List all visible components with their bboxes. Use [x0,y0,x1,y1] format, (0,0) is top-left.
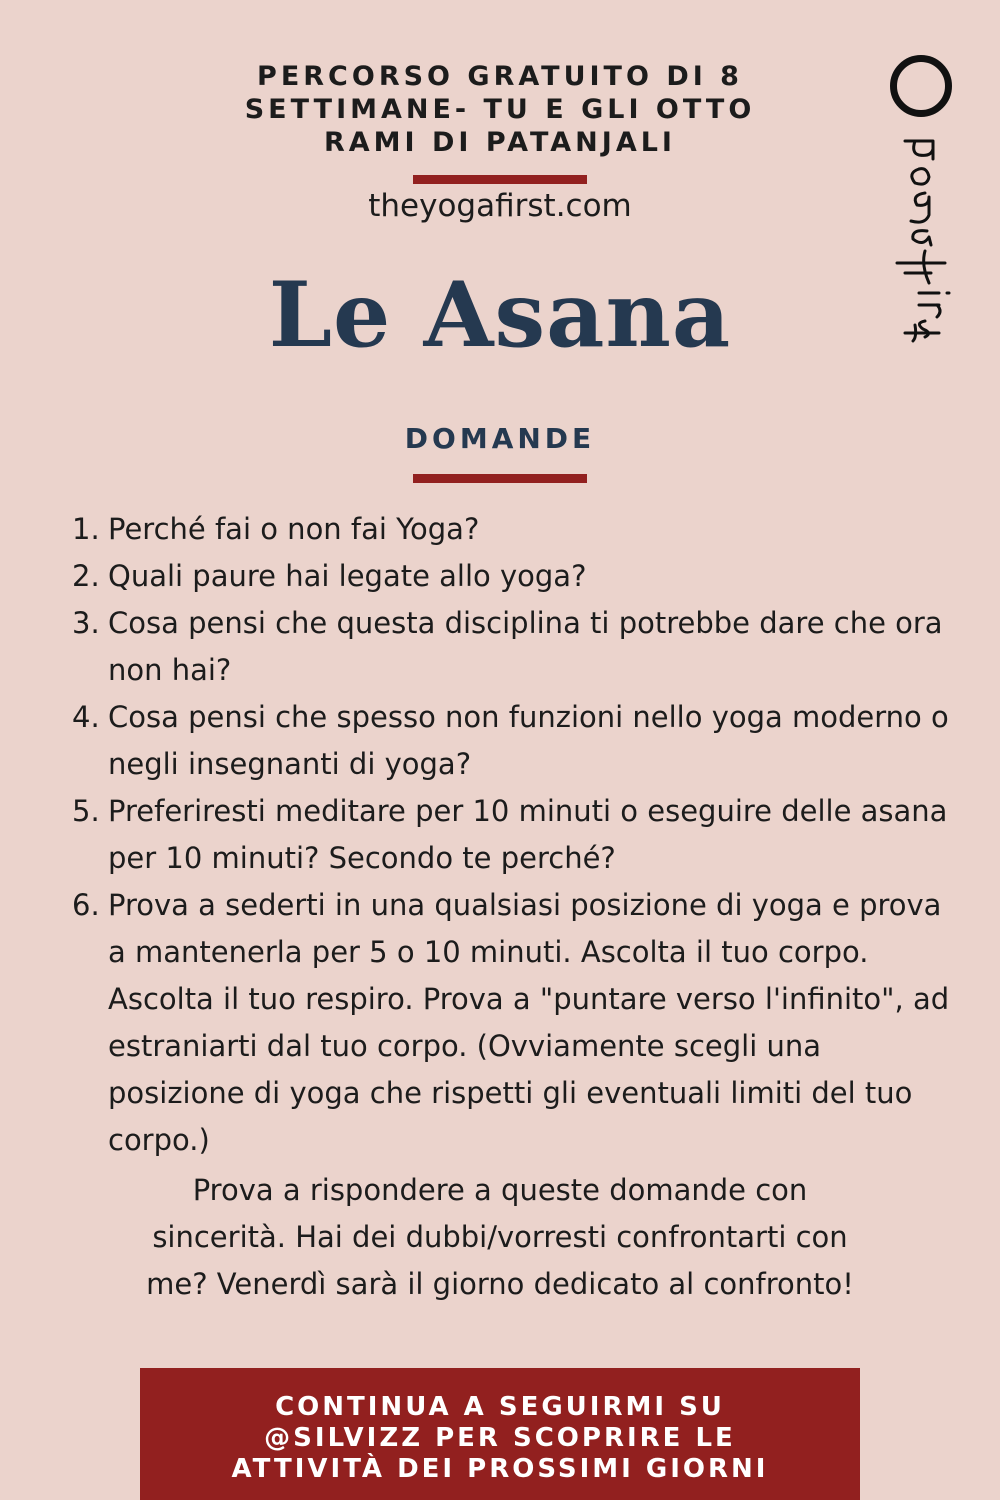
logo-wordmark [885,133,955,343]
list-number: 3. [72,606,100,640]
list-item [72,600,962,694]
list-number: 6. [72,888,100,922]
footer-line-3: ATTIVITÀ DEI PROSSIMI GIORNI [231,1453,769,1484]
header-title [200,60,800,159]
list-item [72,694,962,788]
question-text: Prova a sederti in una qualsiasi posizione di yoga e prova a mantenerla per 5 o 10 minuti. Ascolta il tuo corpo. Ascolta il tuo respiro. Prova a "puntare verso l'infinito", ad estraniarti dal tuo corpo. (Ovviamente scegli una posizione di yoga che rispetti gli eventuali limiti del tuo corpo.) [108,888,950,1157]
question-text: Preferiresti meditare per 10 minuti o eseguire delle asana per 10 minuti? Secondo te perché? [108,794,948,875]
top-divider [413,175,587,184]
question-list [72,506,962,1164]
list-number: 2. [72,559,100,593]
list-item [72,788,962,882]
list-number: 1. [72,512,100,546]
header-line-2: SETTIMANE- TU E GLI OTTO [244,94,756,125]
footer-banner [140,1368,860,1500]
list-item [72,553,962,600]
list-item [72,506,962,553]
closing-paragraph: Prova a rispondere a queste domande con sincerità. Hai dei dubbi/vorresti confrontarti con me? Venerdì sarà il giorno dedicato al confronto! [146,1173,854,1301]
section-heading: DOMANDE [404,422,596,455]
list-number: 4. [72,700,100,734]
question-text: Quali paure hai legate allo yoga? [108,559,587,593]
footer-line-1: CONTINUA A SEGUIRMI SU [275,1391,725,1422]
question-text: Cosa pensi che questa disciplina ti potrebbe dare che ora non hai? [108,606,943,687]
enso-circle-icon [890,55,952,117]
list-item [72,882,962,1164]
list-number: 5. [72,794,100,828]
page-title: Le Asana [268,262,732,368]
header-line-1: PERCORSO GRATUITO DI 8 [257,61,743,92]
section-divider [413,474,587,483]
website-link[interactable]: theyogafirst.com [368,188,632,224]
footer-line-2: @SILVIZZ PER SCOPRIRE LE [264,1422,736,1453]
yoga-first-logo [880,55,970,345]
footer-text [232,1392,769,1485]
question-text: Perché fai o non fai Yoga? [108,512,480,546]
header-line-3: RAMI DI PATANJALI [324,127,676,158]
question-text: Cosa pensi che spesso non funzioni nello yoga moderno o negli insegnanti di yoga? [108,700,949,781]
